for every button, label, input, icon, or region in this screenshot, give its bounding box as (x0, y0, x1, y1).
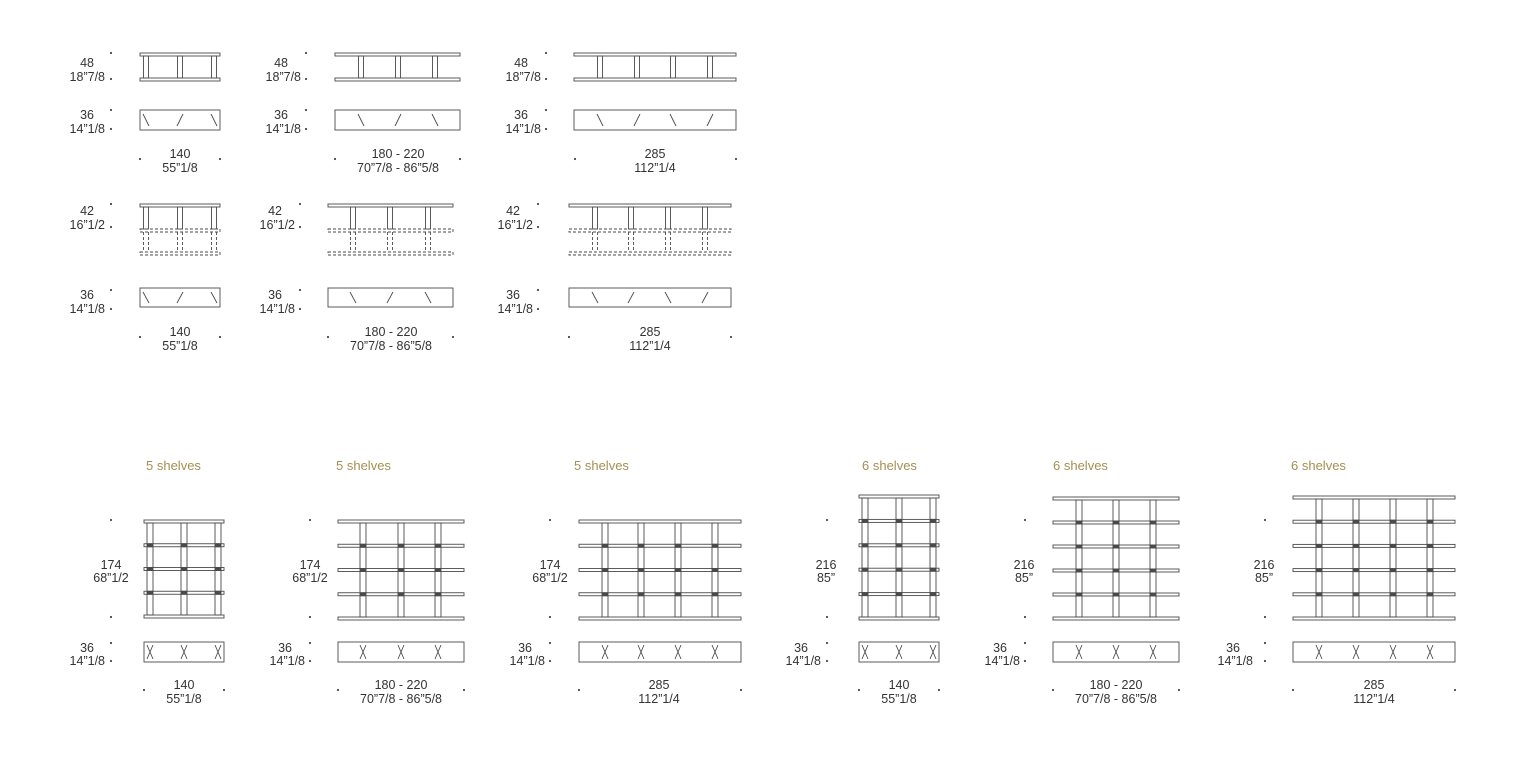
upright-post (433, 56, 438, 78)
shelf-count-label: 5 shelves (574, 458, 629, 473)
width-dimension-in: 70”7/8 - 86”5/8 (350, 339, 432, 353)
plan-diagonal (432, 114, 438, 126)
shelf-board (579, 617, 741, 620)
depth-dimension-in: 14”1/8 (265, 122, 301, 136)
shelf-joint (398, 568, 404, 572)
shelf-board (859, 617, 939, 620)
dimension-dot (545, 52, 547, 54)
shelf-board (1053, 617, 1179, 620)
plan-diagonal (628, 292, 634, 303)
dimension-dot (459, 158, 461, 160)
upright-post (671, 56, 676, 78)
shelf-count-label: 6 shelves (1291, 458, 1346, 473)
shelf-joint (1076, 569, 1082, 573)
depth-dimension-in: 14”1/8 (69, 654, 105, 668)
shelf-joint (1150, 569, 1156, 573)
shelf-count-label: 6 shelves (1053, 458, 1108, 473)
dimension-dot (826, 642, 828, 644)
shelf-joint (862, 568, 868, 572)
shelf-joint (862, 519, 868, 523)
depth-dimension-in: 14”1/8 (259, 302, 295, 316)
shelf-board (859, 495, 939, 498)
plan-outline (1293, 642, 1455, 662)
dimension-dot (730, 336, 732, 338)
plan-diagonal (143, 292, 149, 303)
dimension-dot (740, 689, 742, 691)
dimension-dot (305, 109, 307, 111)
dimension-dot (549, 519, 551, 521)
dimension-dot (1024, 616, 1026, 618)
shelf-joint (215, 567, 221, 571)
upright-post (178, 56, 183, 78)
height-dimension-in: 18”7/8 (69, 70, 105, 84)
width-dimension-cm: 180 - 220 (1089, 678, 1143, 692)
dimension-dot (735, 158, 737, 160)
upright-post (1427, 499, 1433, 617)
shelf-joint (638, 592, 644, 596)
height-dimension-cm: 216 (1253, 558, 1275, 572)
shelf-joint (360, 568, 366, 572)
depth-dimension-in: 14”1/8 (69, 122, 105, 136)
depth-dimension-in: 14”1/8 (269, 654, 305, 668)
dimension-dot (1454, 689, 1456, 691)
height-dimension-cm: 48 (514, 56, 528, 70)
dashed-shelf (569, 252, 731, 255)
shelf-joint (862, 543, 868, 547)
shelf-joint (1353, 568, 1359, 572)
dimension-dot (568, 336, 570, 338)
width-dimension-cm: 285 (644, 147, 666, 161)
shelf-joint (1390, 568, 1396, 572)
shelf-joint (930, 568, 936, 572)
dimension-dot (545, 78, 547, 80)
plan-diagonal (350, 292, 356, 303)
height-dimension-in: 85” (816, 571, 836, 585)
width-dimension-in: 112”1/4 (634, 161, 676, 175)
height-dimension-cm: 174 (299, 558, 321, 572)
depth-dimension-cm: 36 (80, 288, 94, 302)
dimension-dot (309, 616, 311, 618)
height-dimension-cm: 48 (274, 56, 288, 70)
shelf-board (338, 617, 464, 620)
dimension-dot (110, 109, 112, 111)
upright-post (862, 498, 868, 617)
shelf-joint (712, 568, 718, 572)
upright-post (1150, 500, 1156, 617)
depth-dimension-in: 14”1/8 (984, 654, 1020, 668)
depth-dimension-cm: 36 (268, 288, 282, 302)
shelf-joint (1113, 545, 1119, 549)
dimension-dot (1264, 660, 1266, 662)
dashed-shelf (140, 252, 220, 255)
shelf-joint (602, 544, 608, 548)
dashed-shelf (328, 252, 453, 255)
height-dimension-cm: 42 (506, 204, 520, 218)
shelf-joint (181, 543, 187, 547)
width-dimension-cm: 285 (639, 325, 661, 339)
dimension-dot (1292, 689, 1294, 691)
height-dimension-in: 18”7/8 (505, 70, 541, 84)
depth-dimension-cm: 36 (80, 108, 94, 122)
width-dimension-cm: 285 (1363, 678, 1385, 692)
shelf-joint (638, 568, 644, 572)
dimension-dot (938, 689, 940, 691)
height-dimension-cm: 174 (100, 558, 122, 572)
dimension-dot (537, 308, 539, 310)
dimension-dot (549, 616, 551, 618)
shelf-joint (896, 568, 902, 572)
upright-post (598, 56, 603, 78)
shelf-joint (181, 591, 187, 595)
width-dimension-in: 55”1/8 (881, 692, 917, 706)
dimension-dot (1024, 519, 1026, 521)
height-dimension-in: 85” (1014, 571, 1034, 585)
depth-dimension-cm: 36 (794, 641, 808, 655)
upright-post (426, 207, 431, 229)
dimension-dot (537, 226, 539, 228)
shelf-board (144, 615, 224, 618)
dimension-dot (1264, 642, 1266, 644)
depth-dimension-in: 14”1/8 (505, 122, 541, 136)
dimension-dot (110, 78, 112, 80)
dimension-dot (327, 336, 329, 338)
upright-post (896, 498, 902, 617)
upright-post (1076, 500, 1082, 617)
width-dimension-cm: 140 (173, 678, 195, 692)
labels (70, 56, 1395, 706)
width-dimension-cm: 180 - 220 (374, 678, 428, 692)
shelf-joint (435, 592, 441, 596)
shelf-joint (675, 592, 681, 596)
plan-outline (579, 642, 741, 662)
shelf-count-label: 6 shelves (862, 458, 917, 473)
dimension-dot (452, 336, 454, 338)
width-dimension-in: 70”7/8 - 86”5/8 (357, 161, 439, 175)
dimension-dot (110, 203, 112, 205)
shelf-joint (181, 567, 187, 571)
shelf-joint (1427, 592, 1433, 596)
shelf-joint (1427, 568, 1433, 572)
shelf-board (140, 53, 220, 56)
shelf-joint (1113, 593, 1119, 597)
plan-outline (569, 288, 731, 307)
height-dimension-cm: 174 (539, 558, 561, 572)
shelf-joint (1353, 544, 1359, 548)
dimension-dot (110, 519, 112, 521)
dimension-dot (826, 660, 828, 662)
plan-diagonal (395, 114, 401, 126)
depth-dimension-cm: 36 (278, 641, 292, 655)
shelf-board (338, 520, 464, 523)
dimension-dot (305, 78, 307, 80)
plan-diagonal (387, 292, 393, 303)
shelf-joint (398, 544, 404, 548)
shelf-joint (896, 592, 902, 596)
height-dimension-in: 18”7/8 (265, 70, 301, 84)
dimension-dot (309, 519, 311, 521)
dimension-dot (143, 689, 145, 691)
shelf-joint (862, 592, 868, 596)
shelf-joint (1427, 544, 1433, 548)
dimension-dot (110, 52, 112, 54)
upright-post (703, 207, 708, 229)
shelf-board (579, 520, 741, 523)
height-dimension-in: 68”1/2 (532, 571, 568, 585)
dashed-shelf (328, 229, 453, 232)
shelf-joint (1316, 568, 1322, 572)
upright-post (666, 207, 671, 229)
dimension-dot (545, 109, 547, 111)
shelf-joint (896, 519, 902, 523)
shelf-joint (435, 568, 441, 572)
shelf-count-label: 5 shelves (336, 458, 391, 473)
shelf-board (1053, 497, 1179, 500)
dimension-dot (110, 226, 112, 228)
shelf-board (1293, 496, 1455, 499)
shelf-joint (1427, 520, 1433, 524)
depth-dimension-cm: 36 (274, 108, 288, 122)
upright-post (359, 56, 364, 78)
shelf-joint (1390, 592, 1396, 596)
depth-dimension-cm: 36 (993, 641, 1007, 655)
height-dimension-cm: 216 (815, 558, 837, 572)
dimension-dot (223, 689, 225, 691)
dimension-dot (110, 308, 112, 310)
shelf-joint (1113, 569, 1119, 573)
depth-dimension-cm: 36 (506, 288, 520, 302)
width-dimension-in: 55”1/8 (162, 161, 198, 175)
shelf-joint (675, 544, 681, 548)
depth-dimension-in: 14”1/8 (497, 302, 533, 316)
shelf-joint (1353, 592, 1359, 596)
shelf-joint (1113, 521, 1119, 525)
upright-post (351, 207, 356, 229)
width-dimension-cm: 180 - 220 (364, 325, 418, 339)
upright-post (144, 207, 149, 229)
depth-dimension-cm: 36 (518, 641, 532, 655)
upright-post (708, 56, 713, 78)
plan-outline (574, 110, 736, 130)
dimension-dot (1052, 689, 1054, 691)
upright-post (593, 207, 598, 229)
upright-post (629, 207, 634, 229)
shelf-joint (1353, 520, 1359, 524)
dimension-dot (334, 158, 336, 160)
upright-post (212, 56, 217, 78)
dimension-dot (1024, 660, 1026, 662)
shelf-joint (360, 592, 366, 596)
dimension-dot (110, 289, 112, 291)
plan-diagonal (707, 114, 713, 126)
dimension-dot (110, 642, 112, 644)
shelf-joint (215, 543, 221, 547)
dimension-dot (858, 689, 860, 691)
dimension-dot (299, 203, 301, 205)
dimension-dot (219, 158, 221, 160)
width-dimension-in: 70”7/8 - 86”5/8 (1075, 692, 1157, 706)
shelf-joint (1076, 545, 1082, 549)
shelf-joint (1316, 544, 1322, 548)
depth-dimension-cm: 36 (514, 108, 528, 122)
shelf-joint (398, 592, 404, 596)
upright-post (1353, 499, 1359, 617)
width-dimension-in: 112”1/4 (638, 692, 680, 706)
dimension-dot (545, 128, 547, 130)
dimension-dot (219, 336, 221, 338)
shelf-joint (1390, 544, 1396, 548)
dimension-dot (299, 226, 301, 228)
dashed-shelf (140, 229, 220, 232)
shelf-joint (1390, 520, 1396, 524)
height-dimension-cm: 216 (1013, 558, 1035, 572)
depth-dimension-in: 14”1/8 (1217, 654, 1253, 668)
height-dimension-cm: 42 (268, 204, 282, 218)
dimension-dot (463, 689, 465, 691)
depth-dimension-in: 14”1/8 (509, 654, 545, 668)
drawings (110, 52, 1456, 691)
dimension-dot (139, 336, 141, 338)
shelf-joint (147, 591, 153, 595)
shelf-joint (896, 543, 902, 547)
upright-post (144, 56, 149, 78)
height-dimension-in: 16”1/2 (497, 218, 533, 232)
width-dimension-in: 55”1/8 (166, 692, 202, 706)
dimension-dot (537, 203, 539, 205)
shelf-joint (1150, 521, 1156, 525)
dimension-dot (578, 689, 580, 691)
shelf-joint (930, 543, 936, 547)
shelf-board (335, 53, 460, 56)
dimension-dot (299, 308, 301, 310)
shelf-joint (930, 592, 936, 596)
height-dimension-in: 16”1/2 (69, 218, 105, 232)
upright-post (635, 56, 640, 78)
shelf-joint (602, 592, 608, 596)
width-dimension-in: 55”1/8 (162, 339, 198, 353)
height-dimension-in: 68”1/2 (292, 571, 328, 585)
shelf-joint (930, 519, 936, 523)
dimension-dot (1264, 519, 1266, 521)
dimension-dot (1264, 616, 1266, 618)
dimension-dot (305, 128, 307, 130)
shelf-joint (712, 544, 718, 548)
shelf-joint (712, 592, 718, 596)
dimension-dot (537, 289, 539, 291)
plan-diagonal (634, 114, 640, 126)
plan-diagonal (211, 114, 217, 126)
upright-post (1316, 499, 1322, 617)
plan-diagonal (211, 292, 217, 303)
dimension-dot (549, 642, 551, 644)
plan-diagonal (702, 292, 708, 303)
plan-diagonal (670, 114, 676, 126)
shelf-joint (1316, 592, 1322, 596)
height-dimension-in: 68”1/2 (93, 571, 129, 585)
plan-diagonal (143, 114, 149, 126)
dimension-dot (110, 616, 112, 618)
dimension-dot (337, 689, 339, 691)
width-dimension-cm: 140 (169, 325, 191, 339)
height-dimension-in: 16”1/2 (259, 218, 295, 232)
upright-post (178, 207, 183, 229)
shelf-joint (1076, 521, 1082, 525)
depth-dimension-in: 14”1/8 (69, 302, 105, 316)
upright-post (1390, 499, 1396, 617)
plan-diagonal (425, 292, 431, 303)
shelf-joint (147, 543, 153, 547)
shelf-joint (602, 568, 608, 572)
shelf-joint (435, 544, 441, 548)
dimension-dot (305, 52, 307, 54)
plan-diagonal (597, 114, 603, 126)
upright-post (212, 207, 217, 229)
width-dimension-cm: 180 - 220 (371, 147, 425, 161)
shelf-joint (1076, 593, 1082, 597)
shelf-joint (147, 567, 153, 571)
plan-diagonal (665, 292, 671, 303)
dimension-dot (309, 642, 311, 644)
dimension-dot (826, 616, 828, 618)
shelf-board (144, 520, 224, 523)
upright-post (388, 207, 393, 229)
shelf-joint (675, 568, 681, 572)
width-dimension-in: 112”1/4 (1353, 692, 1395, 706)
dimension-dot (1178, 689, 1180, 691)
height-dimension-cm: 42 (80, 204, 94, 218)
dimension-dot (110, 660, 112, 662)
upright-post (1113, 500, 1119, 617)
shelf-joint (638, 544, 644, 548)
shelf-joint (215, 591, 221, 595)
plan-diagonal (177, 114, 183, 126)
dimension-dot (309, 660, 311, 662)
shelf-joint (360, 544, 366, 548)
dimension-dot (110, 128, 112, 130)
shelf-joint (1316, 520, 1322, 524)
height-dimension-cm: 48 (80, 56, 94, 70)
upright-post (930, 498, 936, 617)
shelf-count-label: 5 shelves (146, 458, 201, 473)
dimension-dot (574, 158, 576, 160)
dimension-dot (549, 660, 551, 662)
plan-diagonal (177, 292, 183, 303)
width-dimension-cm: 285 (648, 678, 670, 692)
height-dimension-in: 85” (1254, 571, 1274, 585)
depth-dimension-cm: 36 (80, 641, 94, 655)
upright-post (396, 56, 401, 78)
width-dimension-in: 112”1/4 (629, 339, 671, 353)
width-dimension-cm: 140 (888, 678, 910, 692)
width-dimension-cm: 140 (169, 147, 191, 161)
depth-dimension-in: 14”1/8 (785, 654, 821, 668)
plan-diagonal (358, 114, 364, 126)
shelf-board (1293, 617, 1455, 620)
width-dimension-in: 70”7/8 - 86”5/8 (360, 692, 442, 706)
shelf-board (574, 53, 736, 56)
dimension-dot (1024, 642, 1026, 644)
dimension-dot (299, 289, 301, 291)
plan-diagonal (592, 292, 598, 303)
shelf-joint (1150, 593, 1156, 597)
shelf-joint (1150, 545, 1156, 549)
dimension-dot (139, 158, 141, 160)
dimension-dot (826, 519, 828, 521)
depth-dimension-cm: 36 (1226, 641, 1240, 655)
